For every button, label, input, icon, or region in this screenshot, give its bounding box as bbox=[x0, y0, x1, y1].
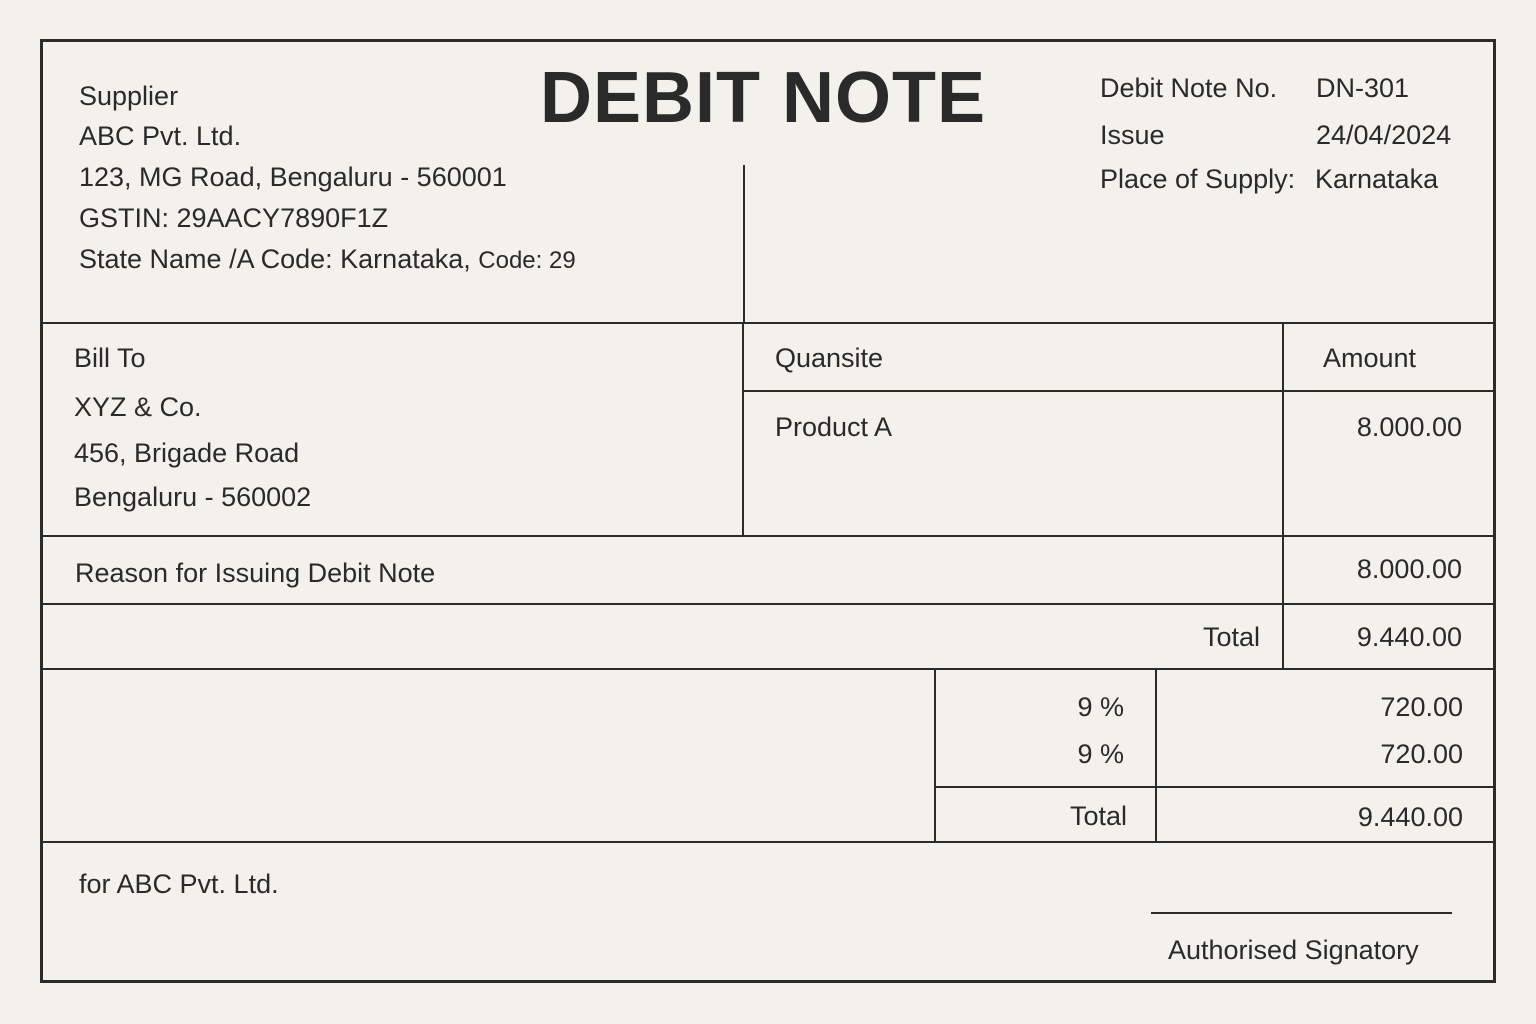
total-amount: 9.440.00 bbox=[1356, 622, 1462, 652]
billto-address-line2: Bengaluru - 560002 bbox=[74, 482, 312, 512]
for-company: for ABC Pvt. Ltd. bbox=[79, 869, 279, 899]
supplier-name: ABC Pvt. Ltd. bbox=[79, 121, 242, 151]
total-bottom-rule bbox=[42, 668, 1494, 670]
items-header-rule bbox=[743, 390, 1494, 392]
state-code: Code: 29 bbox=[478, 247, 576, 274]
note-no-label: Debit Note No. bbox=[1100, 73, 1278, 103]
items-bottom-rule bbox=[42, 535, 1494, 537]
document-title: DEBIT NOTE bbox=[540, 58, 987, 138]
header-bottom-rule bbox=[42, 322, 1494, 324]
total-label: Total bbox=[1202, 622, 1260, 652]
tax-total-amount: 9.440.00 bbox=[1357, 802, 1463, 832]
amount-column-divider bbox=[1282, 322, 1284, 669]
tax-total-label: Total bbox=[1069, 801, 1127, 831]
signature-line bbox=[1151, 912, 1452, 914]
items-col-amount: Amount bbox=[1323, 343, 1417, 373]
item-amount: 8.000.00 bbox=[1356, 412, 1462, 442]
billto-heading: Bill To bbox=[74, 343, 146, 373]
item-description: Product A bbox=[775, 412, 893, 442]
tax-bottom-rule bbox=[42, 841, 1494, 843]
tax-amount-1: 720.00 bbox=[1380, 692, 1463, 722]
header-divider bbox=[743, 165, 745, 323]
state-label: State Name /A Code: bbox=[79, 244, 333, 274]
authorised-signatory: Authorised Signatory bbox=[1168, 935, 1419, 965]
issue-date: 24/04/2024 bbox=[1316, 120, 1452, 150]
tax-total-rule bbox=[935, 786, 1494, 788]
reason-amount: 8.000.00 bbox=[1356, 554, 1462, 584]
tax-rate-divider bbox=[934, 668, 936, 842]
supplier-state bbox=[79, 246, 576, 273]
reason-bottom-rule bbox=[42, 603, 1494, 605]
billto-address-line1: 456, Brigade Road bbox=[74, 438, 300, 468]
tax-amount-2: 720.00 bbox=[1380, 739, 1463, 769]
place-value: Karnataka bbox=[1315, 164, 1439, 194]
billto-divider bbox=[742, 322, 744, 536]
tax-rate-2: 9 % bbox=[1077, 739, 1124, 769]
items-col-description: Quansite bbox=[775, 343, 884, 373]
supplier-gstin: GSTIN: 29AACY7890F1Z bbox=[79, 203, 389, 233]
supplier-address: 123, MG Road, Bengaluru - 560001 bbox=[79, 162, 507, 192]
tax-amount-divider bbox=[1155, 668, 1157, 842]
billto-name: XYZ & Co. bbox=[74, 392, 202, 422]
reason-label: Reason for Issuing Debit Note bbox=[75, 558, 436, 588]
state-value: Karnataka, bbox=[340, 244, 471, 274]
note-no-value: DN-301 bbox=[1316, 73, 1410, 103]
tax-rate-1: 9 % bbox=[1077, 692, 1124, 722]
issue-label: Issue bbox=[1100, 120, 1165, 150]
supplier-heading: Supplier bbox=[79, 81, 179, 111]
place-label: Place of Supply: bbox=[1100, 164, 1296, 194]
